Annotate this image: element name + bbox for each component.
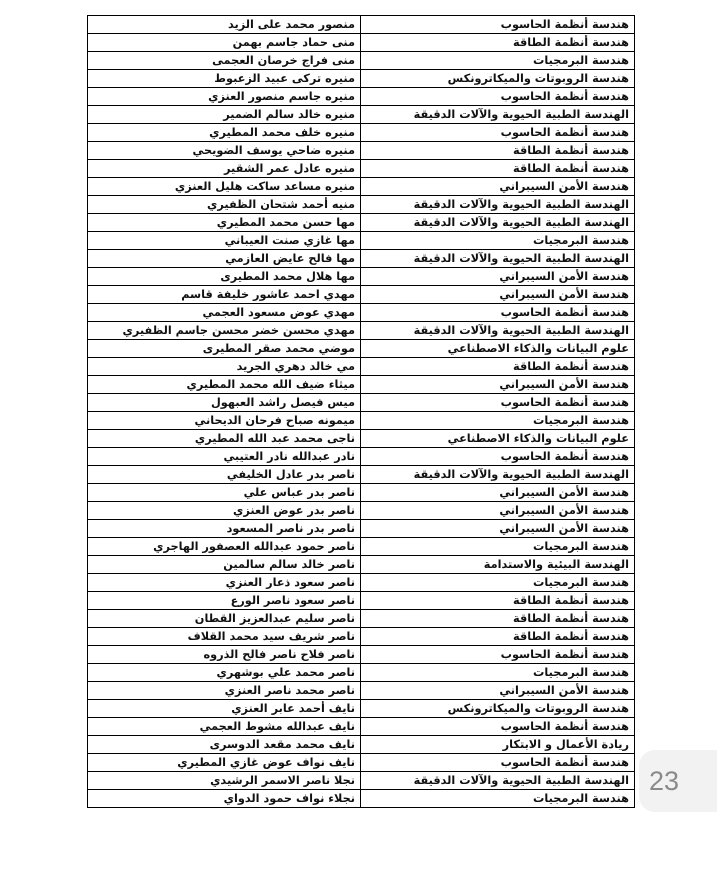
table-row bbox=[88, 214, 635, 232]
major-cell: هندسة الروبوتات والميكاترونكس bbox=[361, 700, 635, 718]
major-cell: هندسة أنظمة الطاقة bbox=[361, 628, 635, 646]
major-cell: هندسة الأمن السيبراني bbox=[361, 502, 635, 520]
table-row bbox=[88, 664, 635, 682]
student-name-cell: مهدي عوض مسعود العجمي bbox=[88, 304, 361, 322]
major-cell: هندسة أنظمة الحاسوب bbox=[361, 16, 635, 34]
student-name-cell: ناجى محمد عبد الله المطيري bbox=[88, 430, 361, 448]
table-row bbox=[88, 268, 635, 286]
student-name-cell: ميس فيصل راشد العبهول bbox=[88, 394, 361, 412]
student-name-cell: منيره مساعد ساكت هليل العنزي bbox=[88, 178, 361, 196]
major-cell: هندسة البرمجيات bbox=[361, 232, 635, 250]
table-row bbox=[88, 772, 635, 790]
student-name-cell: منصور محمد على الزيد bbox=[88, 16, 361, 34]
major-cell: هندسة أنظمة الحاسوب bbox=[361, 394, 635, 412]
student-name-cell: ناصر بدر ناصر المسعود bbox=[88, 520, 361, 538]
major-cell: هندسة أنظمة الحاسوب bbox=[361, 304, 635, 322]
table-row bbox=[88, 106, 635, 124]
major-cell: ريادة الأعمال و الابتكار bbox=[361, 736, 635, 754]
major-cell: الهندسة الطبية الحيوية والآلات الدقيقة bbox=[361, 196, 635, 214]
table-row bbox=[88, 466, 635, 484]
major-cell: هندسة الأمن السيبراني bbox=[361, 682, 635, 700]
major-cell: هندسة أنظمة الحاسوب bbox=[361, 88, 635, 106]
table-row bbox=[88, 124, 635, 142]
major-cell: هندسة الأمن السيبراني bbox=[361, 520, 635, 538]
student-name-cell: منيره جاسم منصور العنزي bbox=[88, 88, 361, 106]
table-body bbox=[88, 16, 635, 808]
student-name-cell: ناصر سعود ذعار العنزي bbox=[88, 574, 361, 592]
table-row bbox=[88, 430, 635, 448]
table-row bbox=[88, 412, 635, 430]
table-row bbox=[88, 196, 635, 214]
student-name-cell: ناصر بدر عباس علي bbox=[88, 484, 361, 502]
student-name-cell: مي خالد دهري الجريد bbox=[88, 358, 361, 376]
major-cell: هندسة الأمن السيبراني bbox=[361, 178, 635, 196]
student-name-cell: منى حماد جاسم بهمن bbox=[88, 34, 361, 52]
student-name-cell: ناصر فلاح ناصر فالح الذروه bbox=[88, 646, 361, 664]
student-name-cell: منى فراج خرصان العجمى bbox=[88, 52, 361, 70]
student-name-cell: منيره ضاحي يوسف الضويحي bbox=[88, 142, 361, 160]
student-name-cell: منيه أحمد شتحان الظفيري bbox=[88, 196, 361, 214]
table-row bbox=[88, 52, 635, 70]
student-name-cell: منيره خلف محمد المطيري bbox=[88, 124, 361, 142]
table-row bbox=[88, 376, 635, 394]
table-row bbox=[88, 394, 635, 412]
student-name-cell: منيره تركى عبيد الزعبوط bbox=[88, 70, 361, 88]
table-row bbox=[88, 88, 635, 106]
table-row bbox=[88, 484, 635, 502]
major-cell: هندسة الأمن السيبراني bbox=[361, 376, 635, 394]
student-name-cell: نايف أحمد عابر العنزي bbox=[88, 700, 361, 718]
major-cell: هندسة البرمجيات bbox=[361, 412, 635, 430]
table-row bbox=[88, 736, 635, 754]
student-name-cell: مها هلال محمد المطيرى bbox=[88, 268, 361, 286]
major-cell: هندسة أنظمة الحاسوب bbox=[361, 718, 635, 736]
student-name-cell: ناصر خالد سالم سالمين bbox=[88, 556, 361, 574]
table-row bbox=[88, 142, 635, 160]
table-row bbox=[88, 304, 635, 322]
table-row bbox=[88, 592, 635, 610]
table-row bbox=[88, 250, 635, 268]
table-row bbox=[88, 232, 635, 250]
major-cell: الهندسة الطبية الحيوية والآلات الدقيقة bbox=[361, 772, 635, 790]
major-cell: هندسة الأمن السيبراني bbox=[361, 268, 635, 286]
major-cell: هندسة أنظمة الحاسوب bbox=[361, 754, 635, 772]
table-row bbox=[88, 16, 635, 34]
student-name-cell: مها غازي صنت العيباني bbox=[88, 232, 361, 250]
major-cell: هندسة أنظمة الطاقة bbox=[361, 592, 635, 610]
student-name-cell: منيره عادل عمر الشقير bbox=[88, 160, 361, 178]
table-row bbox=[88, 646, 635, 664]
major-cell: هندسة البرمجيات bbox=[361, 574, 635, 592]
student-name-cell: مهدي محسن خضر محسن جاسم الظفيري bbox=[88, 322, 361, 340]
table-row bbox=[88, 286, 635, 304]
table-row bbox=[88, 628, 635, 646]
student-name-cell: مها فالح عايض العازمي bbox=[88, 250, 361, 268]
major-cell: هندسة الروبوتات والميكاترونكس bbox=[361, 70, 635, 88]
student-name-cell: ميمونه صباح فرحان الديحاني bbox=[88, 412, 361, 430]
student-name-cell: نجلاء نواف حمود الدواي bbox=[88, 790, 361, 808]
table-row bbox=[88, 574, 635, 592]
student-major-table bbox=[87, 15, 635, 808]
student-name-cell: ناصر بدر عوض العنزي bbox=[88, 502, 361, 520]
student-name-cell: ناصر بدر عادل الخليفي bbox=[88, 466, 361, 484]
major-cell: الهندسة الطبية الحيوية والآلات الدقيقة bbox=[361, 214, 635, 232]
major-cell: هندسة البرمجيات bbox=[361, 790, 635, 808]
table-row bbox=[88, 34, 635, 52]
student-name-cell: ناصر شريف سيد محمد القلاف bbox=[88, 628, 361, 646]
table-row bbox=[88, 556, 635, 574]
table-row bbox=[88, 610, 635, 628]
table-row bbox=[88, 538, 635, 556]
student-name-cell: نايف نواف عوض غازي المطيري bbox=[88, 754, 361, 772]
table-row bbox=[88, 700, 635, 718]
major-cell: علوم البيانات والذكاء الاصطناعي bbox=[361, 430, 635, 448]
major-cell: هندسة أنظمة الحاسوب bbox=[361, 448, 635, 466]
major-cell: الهندسة البيئية والاستدامة bbox=[361, 556, 635, 574]
major-cell: هندسة أنظمة الحاسوب bbox=[361, 124, 635, 142]
table-row bbox=[88, 160, 635, 178]
table-row bbox=[88, 682, 635, 700]
student-name-cell: ناصر محمد ناصر العنزي bbox=[88, 682, 361, 700]
table-row bbox=[88, 790, 635, 808]
table-row bbox=[88, 358, 635, 376]
major-cell: الهندسة الطبية الحيوية والآلات الدقيقة bbox=[361, 250, 635, 268]
student-name-cell: منيره خالد سالم الضمير bbox=[88, 106, 361, 124]
major-cell: علوم البيانات والذكاء الاصطناعي bbox=[361, 340, 635, 358]
table-row bbox=[88, 754, 635, 772]
table-row bbox=[88, 340, 635, 358]
major-cell: هندسة أنظمة الطاقة bbox=[361, 358, 635, 376]
table-row bbox=[88, 322, 635, 340]
major-cell: هندسة أنظمة الطاقة bbox=[361, 610, 635, 628]
major-cell: هندسة الأمن السيبراني bbox=[361, 484, 635, 502]
table-row bbox=[88, 718, 635, 736]
student-name-cell: نادر عبدالله نادر العتيبي bbox=[88, 448, 361, 466]
student-name-cell: نايف عبدالله مشوط العجمي bbox=[88, 718, 361, 736]
major-cell: هندسة أنظمة الطاقة bbox=[361, 34, 635, 52]
student-name-cell: مها حسن محمد المطيري bbox=[88, 214, 361, 232]
major-cell: هندسة أنظمة الحاسوب bbox=[361, 646, 635, 664]
student-name-cell: ناصر سليم عبدالعزيز القطان bbox=[88, 610, 361, 628]
major-cell: هندسة البرمجيات bbox=[361, 52, 635, 70]
table-row bbox=[88, 520, 635, 538]
major-cell: الهندسة الطبية الحيوية والآلات الدقيقة bbox=[361, 466, 635, 484]
table-row bbox=[88, 502, 635, 520]
student-name-cell: موضي محمد صقر المطيرى bbox=[88, 340, 361, 358]
student-name-cell: ناصر محمد علي بوشهري bbox=[88, 664, 361, 682]
major-cell: هندسة الأمن السيبراني bbox=[361, 286, 635, 304]
table-row bbox=[88, 178, 635, 196]
student-name-cell: ميثاء ضيف الله محمد المطيري bbox=[88, 376, 361, 394]
table-row bbox=[88, 448, 635, 466]
major-cell: هندسة البرمجيات bbox=[361, 664, 635, 682]
major-cell: هندسة البرمجيات bbox=[361, 538, 635, 556]
major-cell: هندسة أنظمة الطاقة bbox=[361, 142, 635, 160]
major-cell: الهندسة الطبية الحيوية والآلات الدقيقة bbox=[361, 322, 635, 340]
major-cell: هندسة أنظمة الطاقة bbox=[361, 160, 635, 178]
page-number-badge: 23 bbox=[639, 750, 717, 812]
major-cell: الهندسة الطبية الحيوية والآلات الدقيقة bbox=[361, 106, 635, 124]
table-row bbox=[88, 70, 635, 88]
student-name-cell: نايف محمد مقعد الدوسرى bbox=[88, 736, 361, 754]
student-name-cell: ناصر حمود عبدالله العصفور الهاجري bbox=[88, 538, 361, 556]
student-name-cell: ناصر سعود ناصر الورع bbox=[88, 592, 361, 610]
student-name-cell: مهدي احمد عاشور خليفة قاسم bbox=[88, 286, 361, 304]
student-name-cell: نجلا ناصر الاسمر الرشيدي bbox=[88, 772, 361, 790]
